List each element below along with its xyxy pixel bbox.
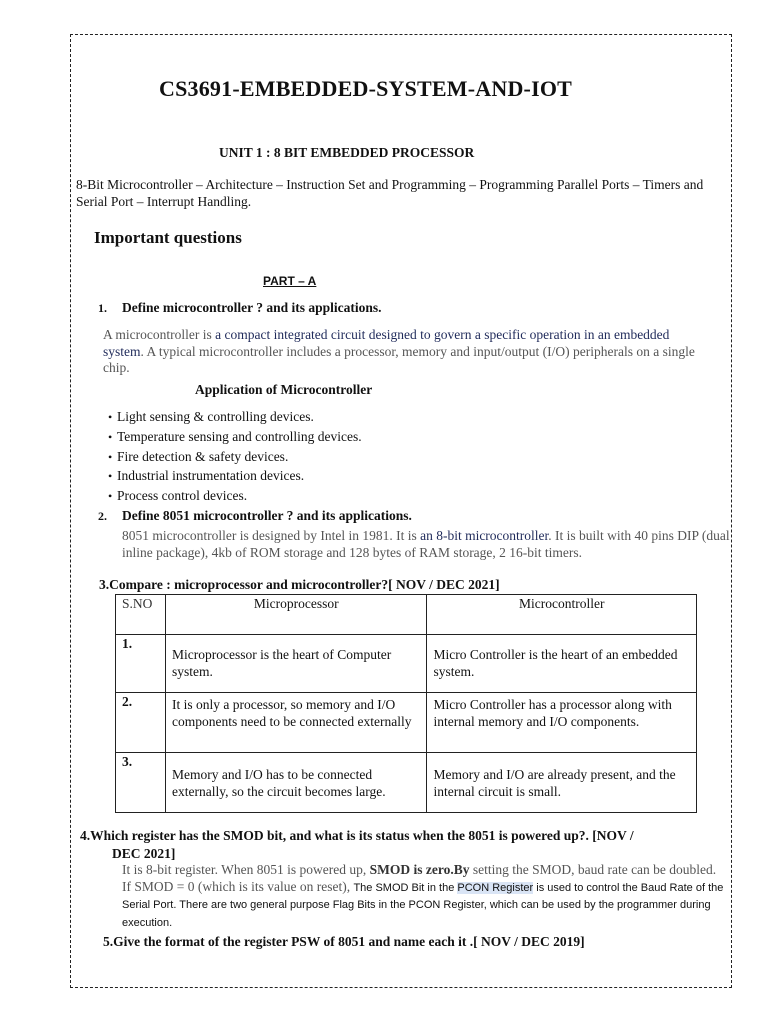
answer-2-part-c: . It is built with 40 pins DIP (dual inline package), 4kb of ROM storage and 128 bytes of RAM storage, 2 16-bit timers.	[122, 528, 730, 560]
row-number: 2.	[116, 693, 166, 753]
answer-4-part-a: It is 8-bit register. When 8051 is powered up,	[122, 862, 370, 877]
answer-2-part-a: 8051 microcontroller is designed by Intel in 1981. It is	[122, 528, 421, 543]
question-5: 5.Give the format of the register PSW of 8051 and name each it .[ NOV / DEC 2019]	[103, 934, 585, 949]
answer-4-part-b: setting the SMOD, baud rate can be doubled. If SMOD = 0 (which is its value on reset),	[122, 862, 717, 894]
answer-2	[122, 528, 730, 561]
table-cell	[165, 753, 427, 813]
cell-text: Micro Controller is the heart of an embedded system.	[433, 647, 678, 679]
answer-4	[122, 862, 728, 931]
cell-text: Memory and I/O has to be connected externally, so the circuit becomes large.	[171, 767, 386, 799]
question-2-number: 2.	[98, 509, 107, 523]
pcon-register-highlight: PCON Register	[457, 881, 534, 894]
unit-heading: UNIT 1 : 8 BIT EMBEDDED PROCESSOR	[219, 145, 475, 160]
list-item: • Process control devices.	[108, 486, 362, 506]
table-row	[116, 693, 697, 753]
table-row	[116, 753, 697, 813]
syllabus-text: 8-Bit Microcontroller – Architecture – Instruction Set and Programming – Programming Parallel Ports – Timers and Serial Port – Interrupt Handling.	[76, 177, 704, 209]
header-sno: S.NO	[116, 595, 166, 635]
header-microcontroller: Microcontroller	[427, 595, 697, 635]
cell-text: Memory and I/O are already present, and the internal circuit is small.	[433, 767, 676, 799]
answer-4-bold: SMOD is zero.By	[369, 862, 470, 877]
table-cell	[165, 635, 427, 693]
answer-4-sans-a: The SMOD Bit in the	[353, 881, 458, 894]
question-2	[98, 508, 412, 524]
table-header-row	[116, 595, 697, 635]
answer-1	[103, 327, 703, 377]
question-1-text: Define microcontroller ? and its applications.	[122, 300, 382, 315]
part-a-heading: PART – A	[263, 274, 317, 288]
document-title: CS3691-EMBEDDED-SYSTEM-AND-IOT	[159, 76, 573, 101]
question-1	[98, 300, 382, 316]
table-cell	[427, 693, 697, 753]
question-3: 3.Compare : microprocessor and microcontroller?[ NOV / DEC 2021]	[99, 577, 500, 592]
application-heading: Application of Microcontroller	[195, 382, 373, 397]
question-4-line-2: DEC 2021]	[112, 846, 176, 861]
header-microprocessor: Microprocessor	[165, 595, 427, 635]
cell-text: Microprocessor is the heart of Computer system.	[171, 647, 392, 679]
question-2-text: Define 8051 microcontroller ? and its applications.	[122, 508, 412, 523]
application-list	[108, 407, 362, 506]
table-cell	[427, 753, 697, 813]
important-questions-heading: Important questions	[94, 228, 242, 247]
table-cell	[165, 693, 427, 753]
answer-1-part-c: . A typical microcontroller includes a processor, memory and input/output (I/O) peripherals on a single chip.	[103, 343, 695, 375]
comparison-table	[115, 594, 697, 813]
list-item: • Temperature sensing and controlling devices.	[108, 427, 362, 447]
question-4-line-1: 4.Which register has the SMOD bit, and what is its status when the 8051 is powered up?. [NOV /	[80, 828, 634, 843]
cell-text: It is only a processor, so memory and I/O components need to be connected externally	[171, 697, 412, 729]
row-number: 3.	[116, 753, 166, 813]
list-item: • Light sensing & controlling devices.	[108, 407, 362, 427]
row-number: 1.	[116, 635, 166, 693]
cell-text: Micro Controller has a processor along with internal memory and I/O components.	[433, 697, 672, 729]
answer-1-definition: a compact integrated circuit designed to govern a specific operation in an embedded system	[103, 327, 670, 359]
table-cell	[427, 635, 697, 693]
answer-2-highlight: an 8-bit microcontroller	[420, 528, 549, 543]
list-item: • Industrial instrumentation devices.	[108, 466, 362, 486]
answer-4-sans-b: is used to control the Baud Rate of the Serial Port. There are two general purpose Flag Bits in the PCON Register, which can be used by the programmer during execution.	[122, 881, 724, 929]
list-item: • Fire detection & safety devices.	[108, 447, 362, 467]
table-row	[116, 635, 697, 693]
answer-1-part-a: A microcontroller is	[103, 327, 216, 342]
question-1-number: 1.	[98, 301, 107, 315]
